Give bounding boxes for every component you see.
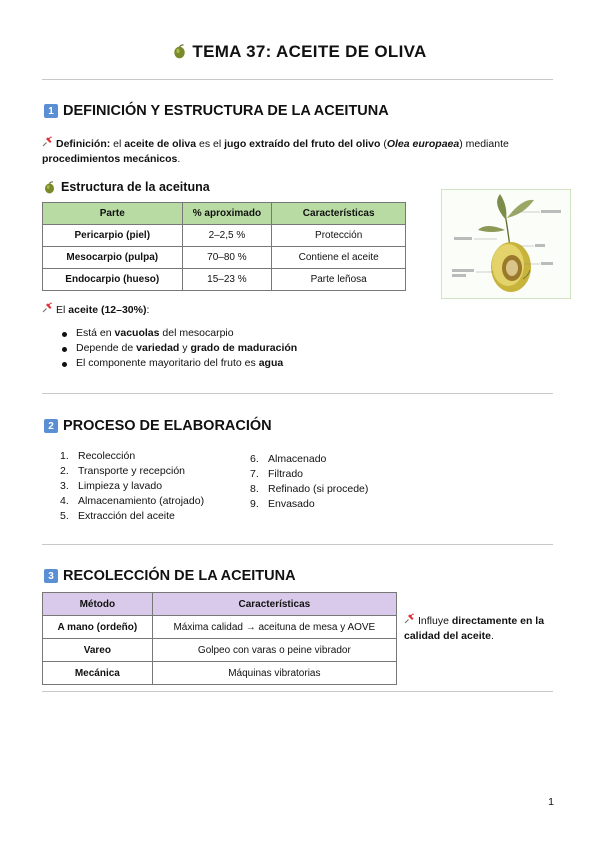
column-header: Método (43, 593, 153, 616)
table-row (43, 662, 397, 685)
table-header-row (43, 203, 406, 225)
divider (42, 544, 553, 545)
list-item: 7. Filtrado (250, 468, 304, 480)
section-heading-text: RECOLECCIÓN DE LA ACEITUNA (63, 568, 296, 584)
divider (42, 691, 553, 692)
table-row (43, 639, 397, 662)
list-item: 2. Transporte y recepción (60, 465, 185, 477)
list-item: Depende de variedad y grado de maduración (60, 341, 297, 356)
oil-bullet-list (60, 326, 297, 371)
list-item: 8. Refinado (si procede) (250, 483, 369, 495)
table-row (43, 247, 406, 269)
table-cell: Pericarpio (piel) (43, 225, 183, 247)
title-text: TEMA 37: ACEITE DE OLIVA (192, 42, 427, 61)
table-cell: 70–80 % (182, 247, 272, 269)
list-item: 9. Envasado (250, 498, 315, 510)
list-item: 1. Recolección (60, 450, 136, 462)
structure-heading-text: Estructura de la aceituna (61, 180, 210, 194)
section-heading-harvest (44, 568, 296, 584)
table-cell: A mano (ordeño) (43, 616, 153, 639)
section-heading-text: DEFINICIÓN Y ESTRUCTURA DE LA ACEITUNA (63, 103, 389, 119)
table-cell: Endocarpio (hueso) (43, 269, 183, 291)
table-header-row (43, 593, 397, 616)
table-cell: Golpeo con varas o peine vibrador (152, 639, 396, 662)
table-row (43, 616, 397, 639)
table-cell: Protección (272, 225, 406, 247)
column-header: Parte (43, 203, 183, 225)
list-item: 3. Limpieza y lavado (60, 480, 163, 492)
table-cell: Vareo (43, 639, 153, 662)
olive-illustration (441, 189, 571, 299)
table-cell: Máquinas vibratorias (152, 662, 396, 685)
list-item: Está en vacuolas del mesocarpio (60, 326, 297, 341)
list-item: 4. Almacenamiento (atrojado) (60, 495, 205, 507)
section-heading-process (44, 418, 272, 434)
oil-paragraph: El aceite (12–30%): (42, 302, 149, 316)
column-header: Características (272, 203, 406, 225)
table-cell: Parte leñosa (272, 269, 406, 291)
pushpin-icon (42, 302, 53, 313)
section-heading-definition (44, 103, 389, 119)
definition-label: Definición: (56, 138, 111, 150)
harvest-table (42, 592, 397, 685)
pushpin-icon (42, 136, 53, 147)
number-badge-icon: 2 (44, 419, 58, 433)
section-heading-text: PROCESO DE ELABORACIÓN (63, 418, 272, 434)
olive-icon (173, 44, 186, 59)
divider (42, 79, 553, 80)
table-cell: Contiene el aceite (272, 247, 406, 269)
table-cell: 2–2,5 % (182, 225, 272, 247)
page-number: 1 (548, 796, 554, 808)
table-cell: 15–23 % (182, 269, 272, 291)
table-row (43, 269, 406, 291)
page-title (0, 42, 600, 62)
olive-diagram-icon (442, 190, 570, 298)
structure-heading (44, 180, 210, 194)
list-item: 6. Almacenado (250, 453, 327, 465)
list-item: El componente mayoritario del fruto es agua (60, 356, 297, 371)
number-badge-icon: 1 (44, 104, 58, 118)
pushpin-icon (404, 613, 415, 624)
table-cell: Mecánica (43, 662, 153, 685)
list-item: 5. Extracción del aceite (60, 510, 175, 522)
harvest-note: Influye directamente en la calidad del aceite. (404, 615, 545, 642)
process-steps-right (250, 452, 368, 512)
table-row (43, 225, 406, 247)
definition-paragraph: Definición: el aceite de oliva es el jugo extraído del fruto del olivo (Olea europaea) mediante procedimientos mecánicos. (42, 138, 509, 165)
table-cell: Máxima calidad → aceituna de mesa y AOVE (152, 616, 396, 639)
structure-table (42, 202, 406, 291)
column-header: % aproximado (182, 203, 272, 225)
number-badge-icon: 3 (44, 569, 58, 583)
olive-icon (44, 181, 55, 194)
divider (42, 393, 553, 394)
column-header: Características (152, 593, 396, 616)
table-cell: Mesocarpio (pulpa) (43, 247, 183, 269)
process-steps-left (60, 449, 204, 524)
